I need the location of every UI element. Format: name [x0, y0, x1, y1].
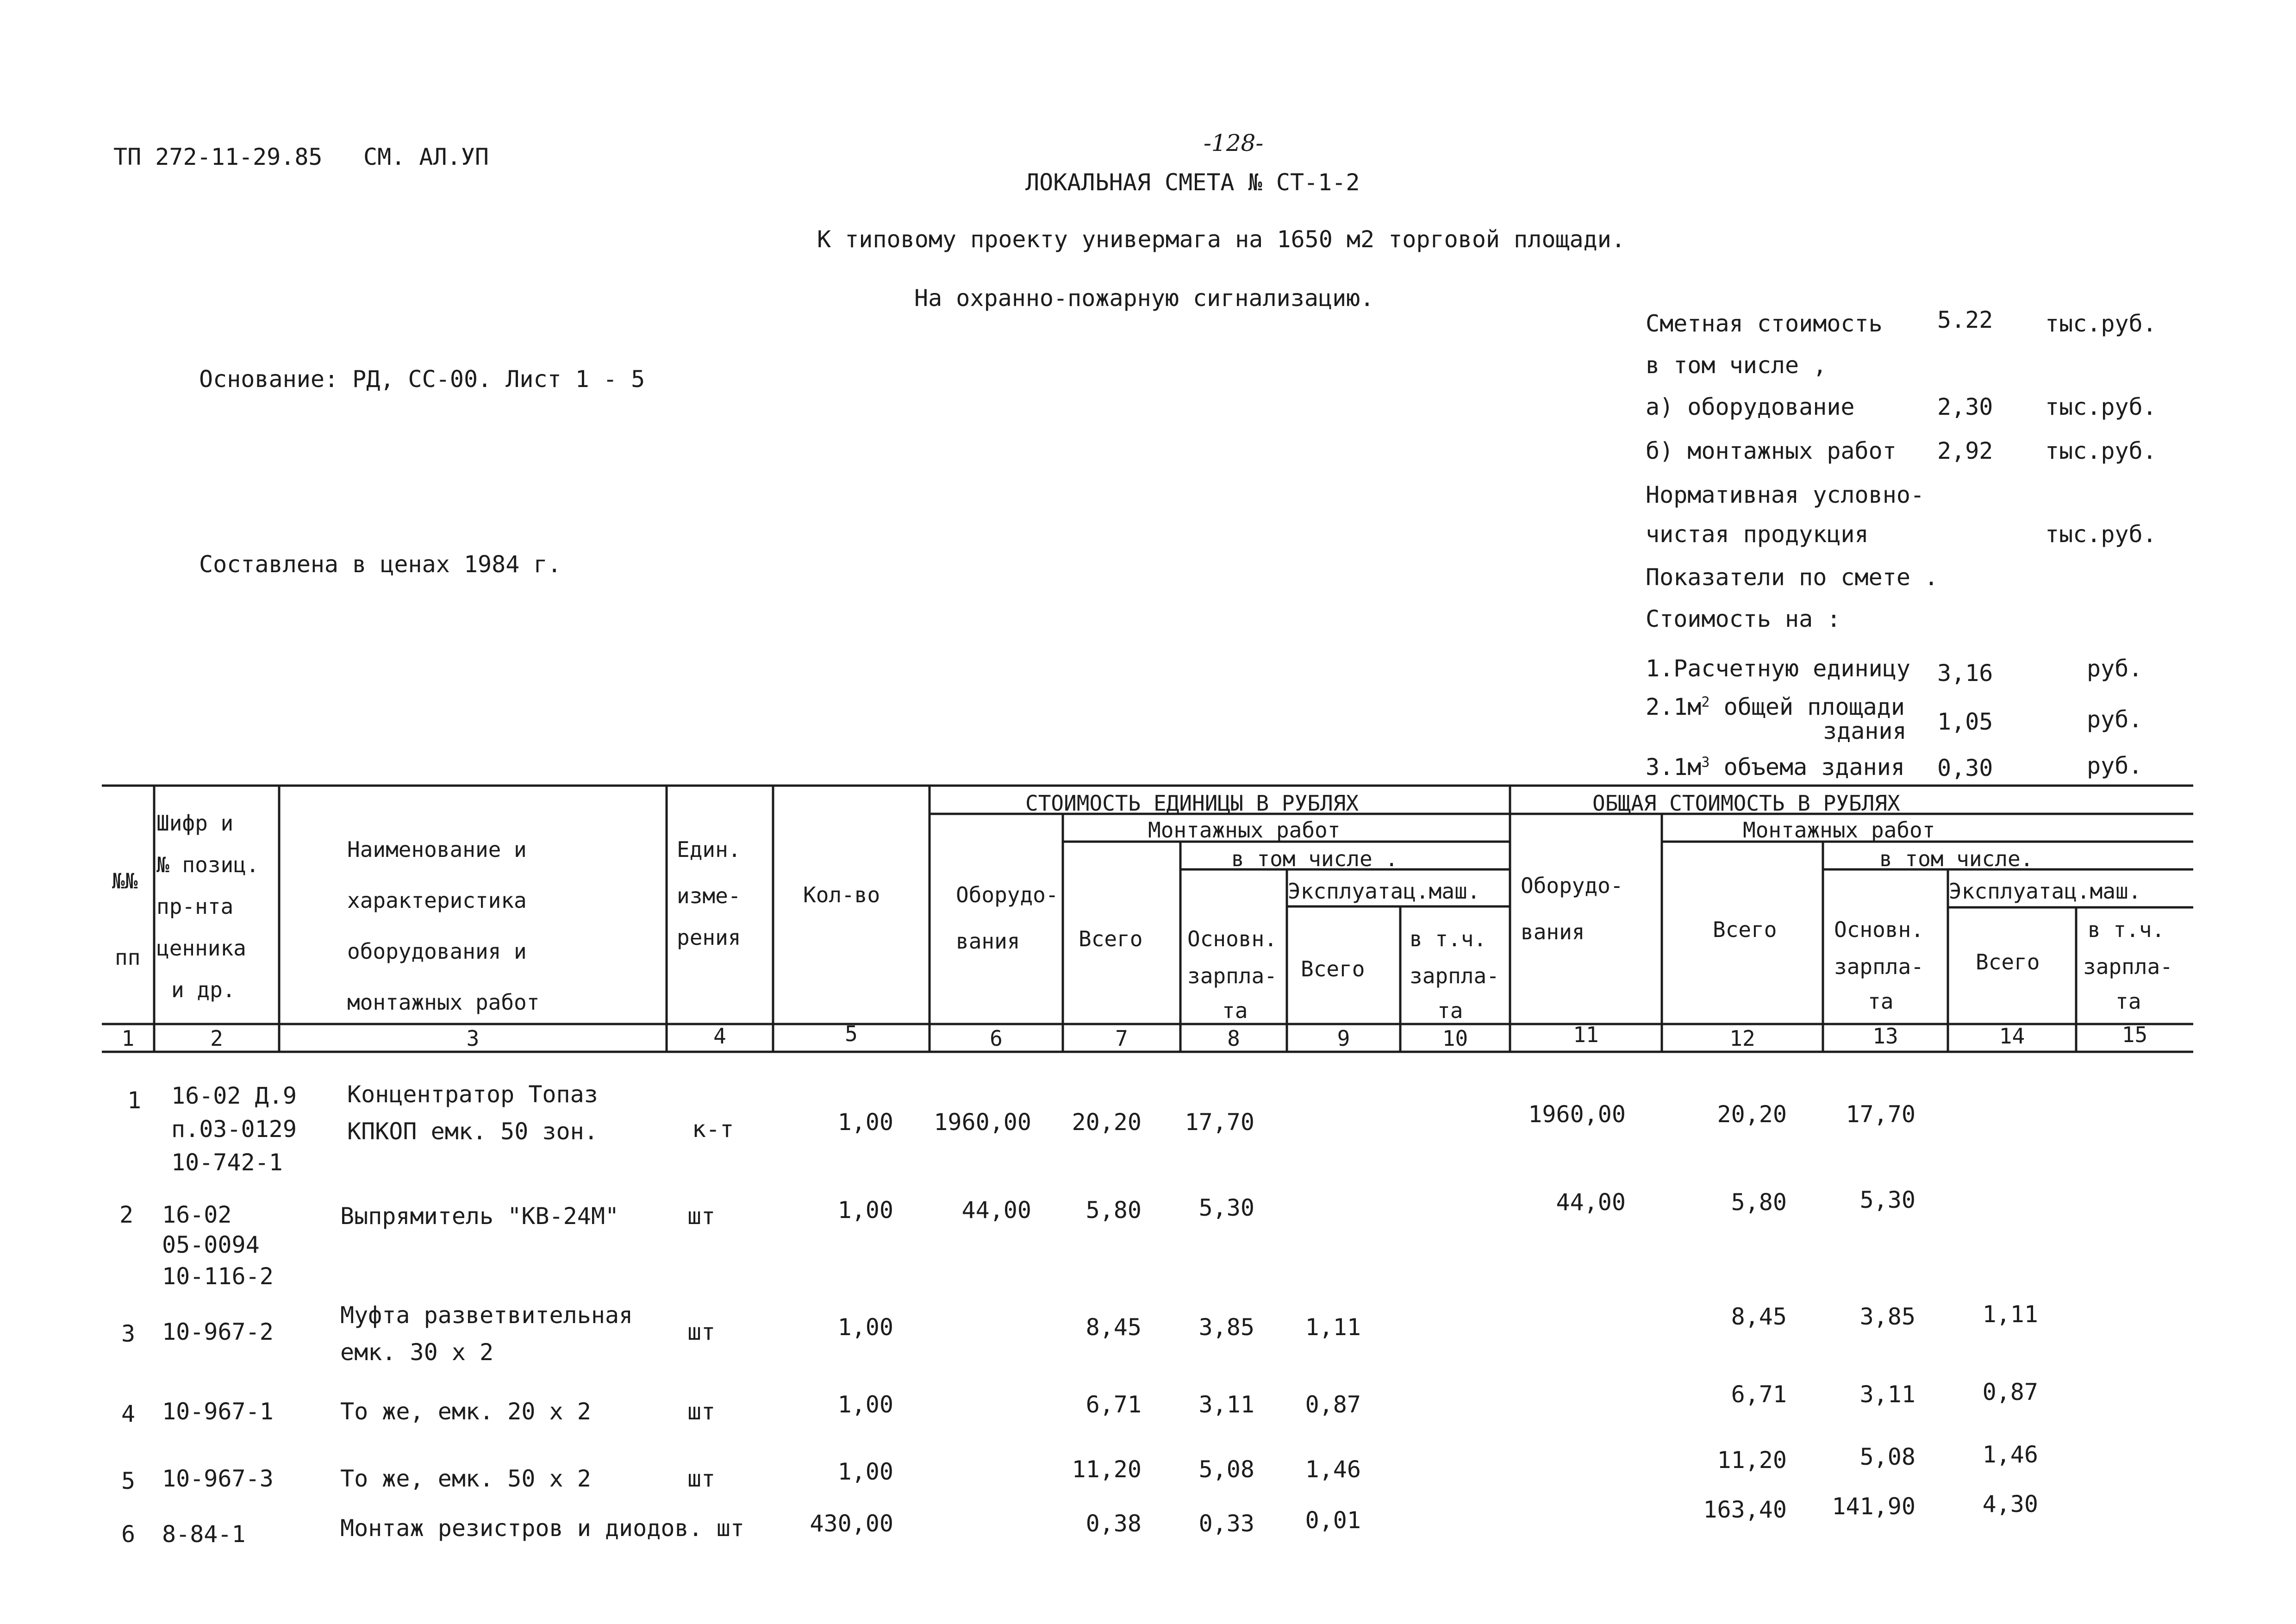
column-number: 15	[2121, 1022, 2148, 1047]
col-header-code: ценника	[156, 936, 246, 961]
prices-year: Составлена в ценах 1984 г.	[199, 551, 562, 578]
row-total-equipment: 44,00	[1556, 1189, 1626, 1216]
row-unit-machines: 0,87	[1305, 1391, 1361, 1418]
row-code: 10-967-3	[162, 1465, 274, 1492]
see-album-ref: СМ. АЛ.УП	[363, 144, 489, 170]
row-total-machines: 1,46	[1982, 1441, 2038, 1468]
row-unit-machines: 1,11	[1305, 1314, 1361, 1341]
group-header-total-cost: ОБЩАЯ СТОИМОСТЬ В РУБЛЯХ	[1592, 791, 1900, 816]
col-header-base-salary: зарпла-	[1834, 954, 1924, 979]
row-number: 5	[121, 1468, 136, 1494]
page-title: ЛОКАЛЬНАЯ СМЕТА № СТ-1-2	[1025, 169, 1360, 196]
row-total-total: 5,80	[1731, 1189, 1787, 1216]
col-header-base-salary: та	[1222, 998, 1248, 1023]
estimate-cost-label: Сметная стоимость	[1646, 310, 1883, 337]
indicators-label: Показатели по смете .	[1646, 564, 1939, 591]
col-header-code: Шифр и	[156, 811, 234, 836]
row-unit-total: 8,45	[1086, 1314, 1142, 1341]
row-total-total: 8,45	[1731, 1303, 1787, 1330]
row-qty: 1,00	[837, 1109, 893, 1136]
equipment-label: а) оборудование	[1646, 394, 1855, 420]
col-header-code: № позиц.	[156, 852, 259, 877]
col-header-machines-salary: в т.ч.	[1410, 926, 1487, 951]
row-code: п.03-0129	[171, 1116, 297, 1143]
row-total-salary: 5,30	[1859, 1187, 1915, 1213]
row-name: То же, емк. 20 х 2	[340, 1398, 591, 1425]
indicator-2-label: здания	[1823, 718, 1907, 744]
estimate-cost-value: 5.22	[1937, 306, 1993, 333]
indicator-2-label: $2.1м^2$ общей площади	[1646, 693, 1905, 720]
col-header-total: Всего	[1079, 926, 1143, 951]
row-code: 8-84-1	[162, 1521, 246, 1548]
col-header-machines-salary: та	[1437, 998, 1463, 1023]
column-number: 7	[1115, 1026, 1128, 1051]
col-header-name: оборудования и	[347, 939, 527, 964]
normative-label: чистая продукция	[1646, 521, 1869, 548]
col-header-number: №№	[112, 868, 138, 893]
row-number: 1	[127, 1087, 142, 1114]
row-qty: 430,00	[810, 1510, 893, 1537]
installation-label: б) монтажных работ	[1646, 437, 1897, 464]
column-number: 14	[1999, 1024, 2025, 1049]
row-total-salary: 141,90	[1832, 1493, 1915, 1520]
unit-label: руб.	[2087, 752, 2143, 779]
row-unit-salary: 5,30	[1198, 1194, 1254, 1221]
group-header-machines: Эксплуатац.маш.	[1949, 879, 2141, 904]
col-header-base-salary: зарпла-	[1187, 963, 1277, 988]
page-subtitle: К типовому проекту универмага на 1650 м2 торговой площади.	[817, 226, 1625, 253]
indicator-3-value: 0,30	[1937, 755, 1993, 781]
unit-label: тыс.руб.	[2045, 310, 2157, 337]
row-name: Монтаж резистров и диодов. шт	[340, 1515, 744, 1542]
row-code: 10-967-1	[162, 1398, 274, 1425]
col-header-machines-salary: та	[2115, 989, 2141, 1014]
row-qty: 1,00	[837, 1391, 893, 1418]
row-unit: шт	[687, 1465, 716, 1492]
column-number: 6	[990, 1026, 1003, 1051]
doc-code: ТП 272-11-29.85	[113, 144, 323, 170]
row-name: емк. 30 х 2	[340, 1339, 494, 1366]
row-unit-total: 20,20	[1072, 1109, 1142, 1136]
row-qty: 1,00	[837, 1458, 893, 1485]
column-number: 11	[1573, 1022, 1599, 1047]
installation-value: 2,92	[1937, 437, 1993, 464]
column-number: 3	[466, 1026, 480, 1051]
row-total-total: 11,20	[1717, 1447, 1787, 1474]
row-total-equipment: 1960,00	[1528, 1101, 1626, 1128]
group-header-installation: Монтажных работ	[1743, 818, 1935, 843]
row-number: 2	[119, 1201, 134, 1228]
group-header-unit-cost: СТОИМОСТЬ ЕДИНИЦЫ В РУБЛЯХ	[1025, 791, 1359, 816]
cost-per-label: Стоимость на :	[1646, 606, 1841, 632]
row-total-salary: 5,08	[1859, 1443, 1915, 1470]
row-total-total: 6,71	[1731, 1381, 1787, 1408]
col-header-unit: Един.	[677, 837, 741, 862]
column-number: 2	[210, 1026, 223, 1051]
indicator-2-value: 1,05	[1937, 708, 1993, 735]
col-header-equipment: вания	[1521, 919, 1585, 944]
col-header-machines-total: Всего	[1976, 949, 2040, 974]
column-number: 13	[1872, 1024, 1898, 1049]
row-code: 10-967-2	[162, 1318, 274, 1345]
row-code: 10-116-2	[162, 1263, 274, 1290]
row-total-machines: 4,30	[1982, 1491, 2038, 1518]
row-unit: шт	[687, 1203, 716, 1230]
col-header-base-salary: Основн.	[1187, 926, 1277, 951]
row-code: 10-742-1	[171, 1149, 283, 1176]
col-header-equipment: Оборудо-	[956, 882, 1059, 907]
col-header-base-salary: та	[1868, 989, 1894, 1014]
row-unit-machines: 0,01	[1305, 1507, 1361, 1534]
col-header-unit: рения	[677, 925, 741, 950]
row-name: Муфта разветвительная	[340, 1302, 633, 1329]
col-header-unit: изме-	[677, 883, 741, 908]
row-number: 6	[121, 1521, 136, 1548]
row-code: 16-02 Д.9	[171, 1082, 297, 1109]
row-name: То же, емк. 50 х 2	[340, 1465, 591, 1492]
col-header-code: и др.	[171, 977, 236, 1002]
row-code: 05-0094	[162, 1231, 260, 1258]
col-header-total: Всего	[1713, 917, 1777, 942]
col-header-name: монтажных работ	[347, 990, 540, 1015]
indicator-1-label: 1.Расчетную единицу	[1646, 655, 1910, 682]
row-qty: 1,00	[837, 1197, 893, 1224]
col-header-quantity: Кол-во	[803, 882, 880, 907]
row-unit-total: 11,20	[1072, 1456, 1142, 1483]
indicator-1-value: 3,16	[1937, 660, 1993, 687]
unit-label: тыс.руб.	[2045, 521, 2157, 548]
row-number: 4	[121, 1400, 136, 1427]
row-unit-salary: 3,11	[1198, 1391, 1254, 1418]
group-header-installation: Монтажных работ	[1148, 818, 1341, 843]
page-number: -128-	[1204, 130, 1264, 156]
col-header-number: пп	[115, 945, 141, 970]
row-total-salary: 17,70	[1846, 1101, 1915, 1128]
column-number: 5	[845, 1021, 858, 1046]
column-number: 1	[121, 1026, 135, 1051]
row-total-machines: 0,87	[1982, 1379, 2038, 1405]
column-number: 8	[1227, 1026, 1240, 1051]
col-header-name: Наименование и	[347, 837, 527, 862]
including-label: в том числе ,	[1646, 352, 1827, 379]
estimate-purpose: На охранно-пожарную сигнализацию.	[914, 285, 1374, 312]
row-total-total: 20,20	[1717, 1101, 1787, 1128]
col-header-machines-total: Всего	[1301, 956, 1365, 981]
row-unit-equipment: 44,00	[961, 1197, 1031, 1224]
col-header-machines-salary: в т.ч.	[2088, 917, 2165, 942]
row-unit: к-т	[692, 1116, 734, 1143]
col-header-code: пр-нта	[156, 894, 234, 919]
column-number: 9	[1337, 1026, 1350, 1051]
row-total-salary: 3,11	[1859, 1381, 1915, 1408]
col-header-name: характеристика	[347, 888, 527, 913]
row-unit-total: 6,71	[1086, 1391, 1142, 1418]
row-unit-salary: 17,70	[1185, 1109, 1254, 1136]
col-header-machines-salary: зарпла-	[1410, 963, 1499, 988]
normative-label: Нормативная условно-	[1646, 481, 1925, 508]
column-number: 4	[713, 1024, 726, 1049]
row-unit-salary: 5,08	[1198, 1456, 1254, 1483]
column-number: 12	[1729, 1026, 1755, 1051]
col-header-equipment: Оборудо-	[1521, 873, 1623, 898]
unit-label: руб.	[2087, 706, 2143, 733]
row-unit-salary: 0,33	[1198, 1510, 1254, 1537]
row-qty: 1,00	[837, 1314, 893, 1341]
unit-label: тыс.руб.	[2045, 437, 2157, 464]
row-name: КПКОП емк. 50 зон.	[347, 1118, 598, 1145]
group-header-including: в том числе.	[1879, 846, 2034, 871]
row-code: 16-02	[162, 1201, 232, 1228]
unit-label: руб.	[2087, 655, 2143, 682]
col-header-equipment: вания	[956, 929, 1020, 954]
unit-label: тыс.руб.	[2045, 394, 2157, 420]
group-header-machines: Эксплуатац.маш.	[1288, 879, 1480, 904]
row-total-salary: 3,85	[1859, 1303, 1915, 1330]
row-number: 3	[121, 1320, 136, 1347]
column-number: 10	[1442, 1026, 1468, 1051]
row-unit-total: 5,80	[1086, 1197, 1142, 1224]
row-unit-total: 0,38	[1086, 1510, 1142, 1537]
row-total-total: 163,40	[1703, 1496, 1787, 1523]
basis-text: Основание: РД, СС-00. Лист 1 - 5	[199, 366, 645, 393]
col-header-machines-salary: зарпла-	[2083, 954, 2173, 979]
row-total-machines: 1,11	[1982, 1301, 2038, 1328]
col-header-base-salary: Основн.	[1834, 917, 1924, 942]
indicator-3-label: $3.1м^3$ объема здания	[1646, 754, 1905, 781]
row-unit: шт	[687, 1318, 716, 1345]
group-header-including: в том числе .	[1231, 846, 1398, 871]
row-unit-salary: 3,85	[1198, 1314, 1254, 1341]
row-unit: шт	[687, 1398, 716, 1425]
row-name: Концентратор Топаз	[347, 1081, 598, 1108]
equipment-value: 2,30	[1937, 394, 1993, 420]
row-name: Выпрямитель "КВ-24М"	[340, 1203, 619, 1230]
row-unit-machines: 1,46	[1305, 1456, 1361, 1483]
row-unit-equipment: 1960,00	[934, 1109, 1031, 1136]
